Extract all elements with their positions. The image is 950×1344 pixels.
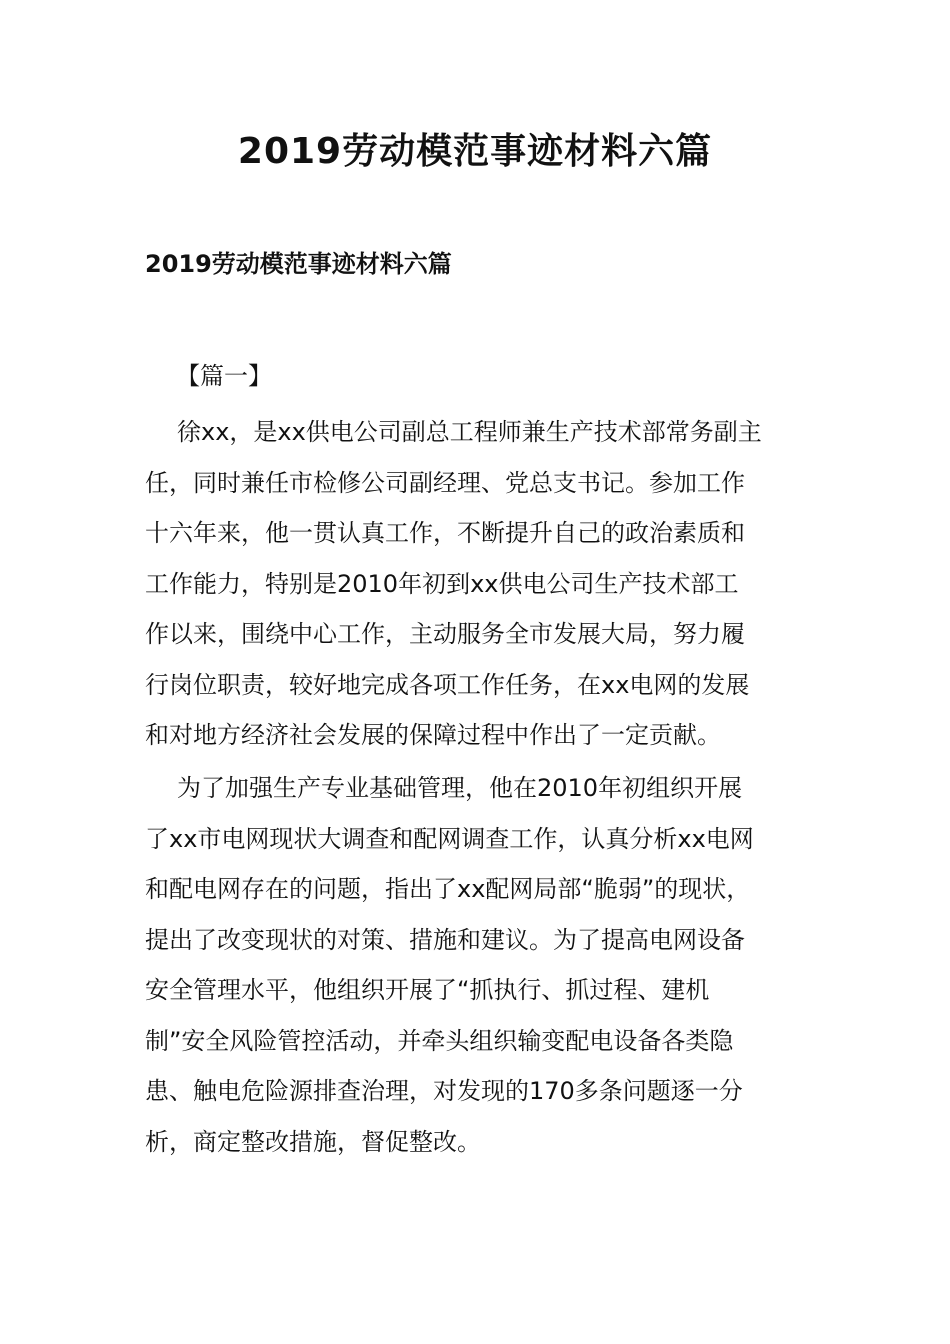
document-title: 2019劳动模范事迹材料六篇 (237, 131, 713, 172)
paragraph-line: 提出了改变现状的对策、措施和建议。为了提高电网设备 (145, 925, 745, 954)
paragraph-line: 和配电网存在的问题，指出了xx配网局部“脆弱”的现状， (145, 875, 751, 903)
section-label: 【篇一】 (176, 362, 272, 390)
paragraph-line: 患、触电危险源排查治理，对发现的170多条问题逐一分 (145, 1077, 743, 1105)
paragraph-line: 和对地方经济社会发展的保障过程中作出了一定贡献。 (145, 721, 721, 749)
paragraph-line: 为了加强生产专业基础管理，他在2010年初组织开展 (177, 774, 743, 802)
paragraph-2 (145, 770, 825, 1174)
document-subtitle: 2019劳动模范事迹材料六篇 (145, 250, 452, 278)
paragraph-line: 安全管理水平，他组织开展了“抓执行、抓过程、建机 (145, 976, 710, 1004)
paragraph-line: 十六年来，他一贯认真工作，不断提升自己的政治素质和 (145, 519, 745, 547)
paragraph-line: 制”安全风险管控活动，并牵头组织输变配电设备各类隐 (145, 1026, 734, 1055)
paragraph-line: 任，同时兼任市检修公司副经理、党总支书记。参加工作 (145, 468, 745, 497)
paragraph-line: 析，商定整改措施，督促整改。 (145, 1127, 481, 1156)
paragraph-1 (145, 414, 825, 768)
paragraph-line: 了xx市电网现状大调查和配网调查工作，认真分析xx电网 (145, 824, 754, 853)
paragraph-line: 行岗位职责，较好地完成各项工作任务，在xx电网的发展 (145, 670, 750, 699)
paragraph-line: 徐xx，是xx供电公司副总工程师兼生产技术部常务副主 (177, 418, 762, 446)
paragraph-line: 作以来，围绕中心工作，主动服务全市发展大局，努力履 (145, 620, 745, 648)
paragraph-line: 工作能力，特别是2010年初到xx供电公司生产技术部工 (145, 569, 739, 598)
